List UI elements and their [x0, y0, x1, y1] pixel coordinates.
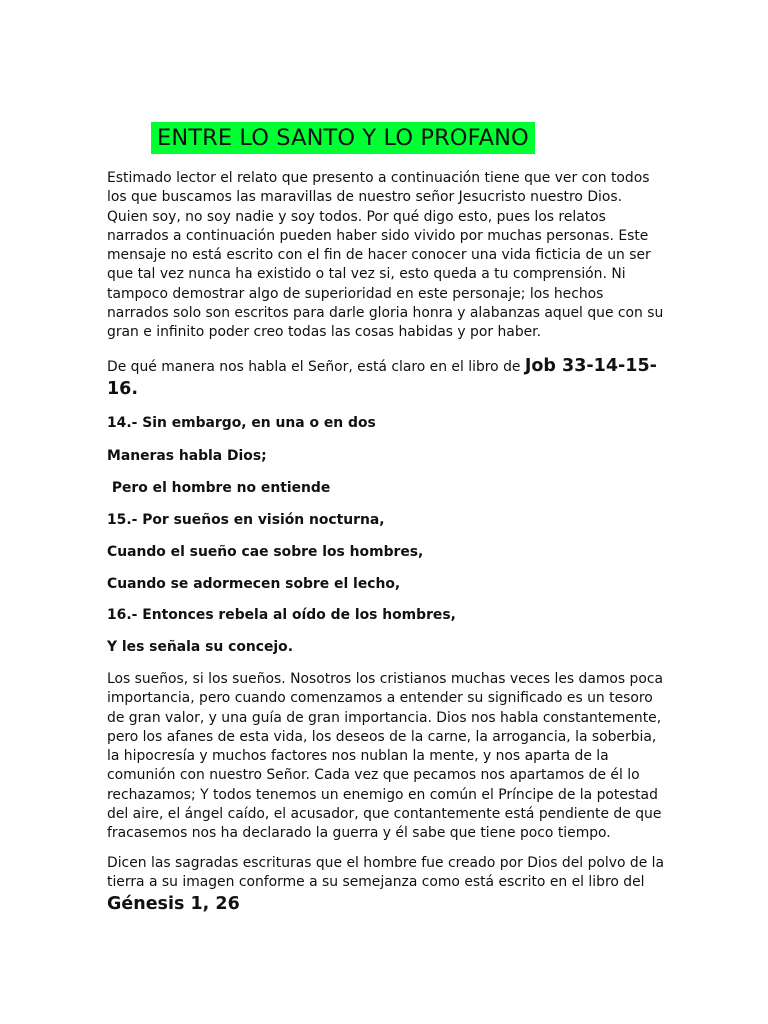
intro-paragraph: Estimado lector el relato que presento a continuación tiene que ver con todos los que buscamos las maravillas de nuestro señor Jesucristo nuestro Dios. Quien soy, no soy nadie y soy todos. Por qué digo esto, pues los relatos narrados a continuación pueden haber sido vivido por muchas personas. Este mensaje no está escrito con el fin de hacer conocer una vida ficticia de un ser que tal vez nunca ha existido o tal vez si, esto queda a tu comprensión. Ni tampoco demostrar algo de superioridad en este personaje; los hechos narrados solo son escritos para darle gloria honra y alabanzas aquel que con su gran e infinito poder creo todas las cosas habidas y por haber.: [107, 170, 664, 341]
verse-line: Pero el hombre no entiende: [107, 480, 331, 496]
title-highlight: [151, 122, 535, 154]
job-intro-line: [107, 355, 667, 401]
dreams-paragraph: Los sueños, si los sueños. Nosotros los cristianos muchas veces les damos poca importancia, pero cuando comenzamos a entender su significado es un tesoro de gran valor, y una guía de gran importancia. Dios nos habla constantemente, pero los afanes de esta vida, los deseos de la carne, la arrogancia, la soberbia, la hipocresía y muchos factores nos nublan la mente, y nos aparta de la comunión con nuestro Señor. Cada vez que pecamos nos apartamos de él lo rechazamos; Y todos tenemos un enemigo en común el Príncipe de la potestad del aire, el ángel caído, el acusador, que contantemente está pendiente de que fracasemos nos ha declarado la guerra y él sabe que tiene poco tiempo.: [107, 671, 664, 842]
job-intro-text: De qué manera nos habla el Señor, está claro en el libro de: [107, 359, 525, 375]
document-title: ENTRE LO SANTO Y LO PROFANO: [157, 125, 529, 151]
verse-line: Maneras habla Dios;: [107, 448, 267, 464]
verse-line: Y les señala su concejo.: [107, 639, 293, 655]
scriptures-paragraph: Dicen las sagradas escrituras que el hombre fue creado por Dios del polvo de la tierra a su imagen conforme a su semejanza como está escrito en el libro del: [107, 855, 665, 891]
job-reference: Job 33-14-15-16.: [107, 356, 657, 399]
verse-line: Cuando el sueño cae sobre los hombres,: [107, 544, 424, 560]
genesis-reference: Génesis 1, 26: [107, 894, 240, 914]
verse-line: 15.- Por sueños en visión nocturna,: [107, 512, 385, 528]
verse-line: 14.- Sin embargo, en una o en dos: [107, 415, 376, 431]
verse-line: 16.- Entonces rebela al oído de los hombres,: [107, 607, 456, 623]
verse-line: Cuando se adormecen sobre el lecho,: [107, 576, 401, 592]
